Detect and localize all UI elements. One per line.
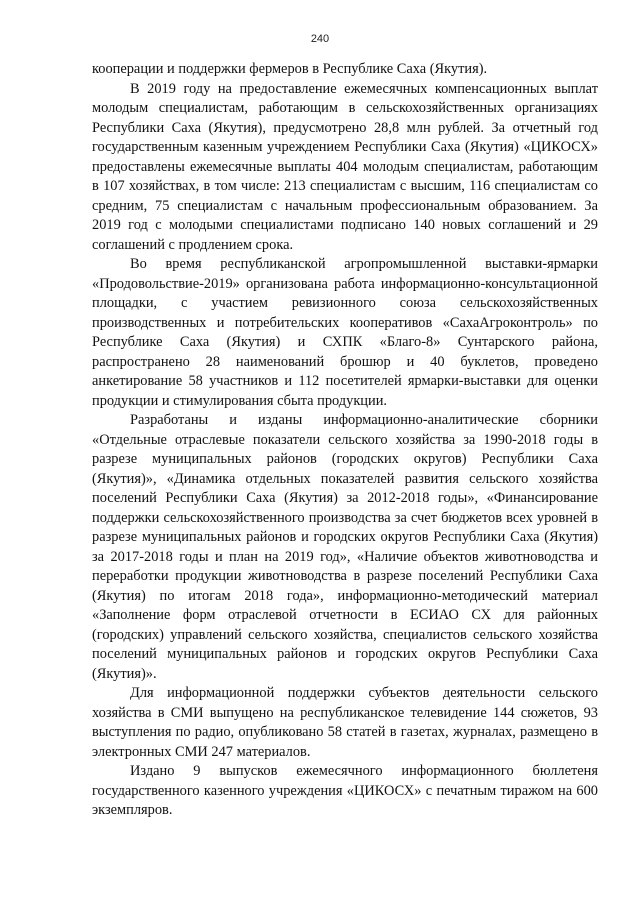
page-number: 240 — [310, 33, 330, 45]
paragraph-bulletin: Издано 9 выпусков ежемесячного информационного бюллетеня государственного казенного учреждения «ЦИКОСХ» с печатным тиражом на 600 экземпляров. — [92, 763, 598, 818]
document-body — [92, 60, 598, 821]
paragraph-young-specialists: В 2019 году на предоставление ежемесячных компенсационных выплат молодым специалистам, работающим в сельскохозяйственных организациях Республики Саха (Якутия), предусмотрено 28,8 млн рублей. За отчетный год государственным казенным учреждением Республики Саха (Якутия) «ЦИКОСХ» предоставлены ежемесячные выплаты 404 молодым специалистам, работающим в 107 хозяйствах, в том числе: 213 специалистам с высшим, 116 специалистам со средним, 75 специалистам с начальным профессиональным образованием. За 2019 год с молодыми специалистами подписано 140 новых соглашений и 29 соглашений с продлением срока. — [92, 80, 598, 253]
paragraph-exhibition: Во время республиканской агропромышленной выставки-ярмарки «Продовольствие-2019» организована работа информационно-консультационной площадки, с участием ревизионного союза сельскохозяйственных производственных и потребительских кооперативов «СахаАгроконтроль» по Республике Саха (Якутия) и СХПК «Благо-8» Сунтарского района, распространено 28 наименований брошюр и 40 буклетов, проведено анкетирование 58 участников и 112 посетителей ярмарки-выставки для оценки продукции и стимулирования сбыта продукции. — [92, 256, 598, 409]
paragraph-continuation: кооперации и поддержки фермеров в Республике Саха (Якутия). — [92, 61, 488, 77]
paragraph-media-support: Для информационной поддержки субъектов деятельности сельского хозяйства в СМИ выпущено на республиканское телевидение 144 сюжетов, 93 выступления по радио, опубликовано 58 статей в газетах, журналах, размещено в электронных СМИ 247 материалов. — [92, 685, 598, 760]
paragraph-publications: Разработаны и изданы информационно-аналитические сборники «Отдельные отраслевые показатели сельского хозяйства за 1990-2018 годы в разрезе муниципальных районов (городских округов) Республики Саха (Якутия)», «Динамика отдельных показателей развития сельского хозяйства поселений Республики Саха (Якутия) за 2012-2018 годы», «Финансирование поддержки сельскохозяйственного производства за счет бюджетов всех уровней в разрезе муниципальных районов и городских округов Республики Саха (Якутия) за 2017-2018 годы и план на 2019 год», «Наличие объектов животноводства и переработки продукции животноводства в разрезе поселений Республики Саха (Якутия) по итогам 2018 года», информационно-методический материал «Заполнение форм отраслевой отчетности в ЕСИАО СХ для районных (городских) управлений сельского хозяйства, специалистов сельского хозяйства поселений муниципальных районов и городских округов Республики Саха (Якутия)». — [92, 412, 598, 682]
